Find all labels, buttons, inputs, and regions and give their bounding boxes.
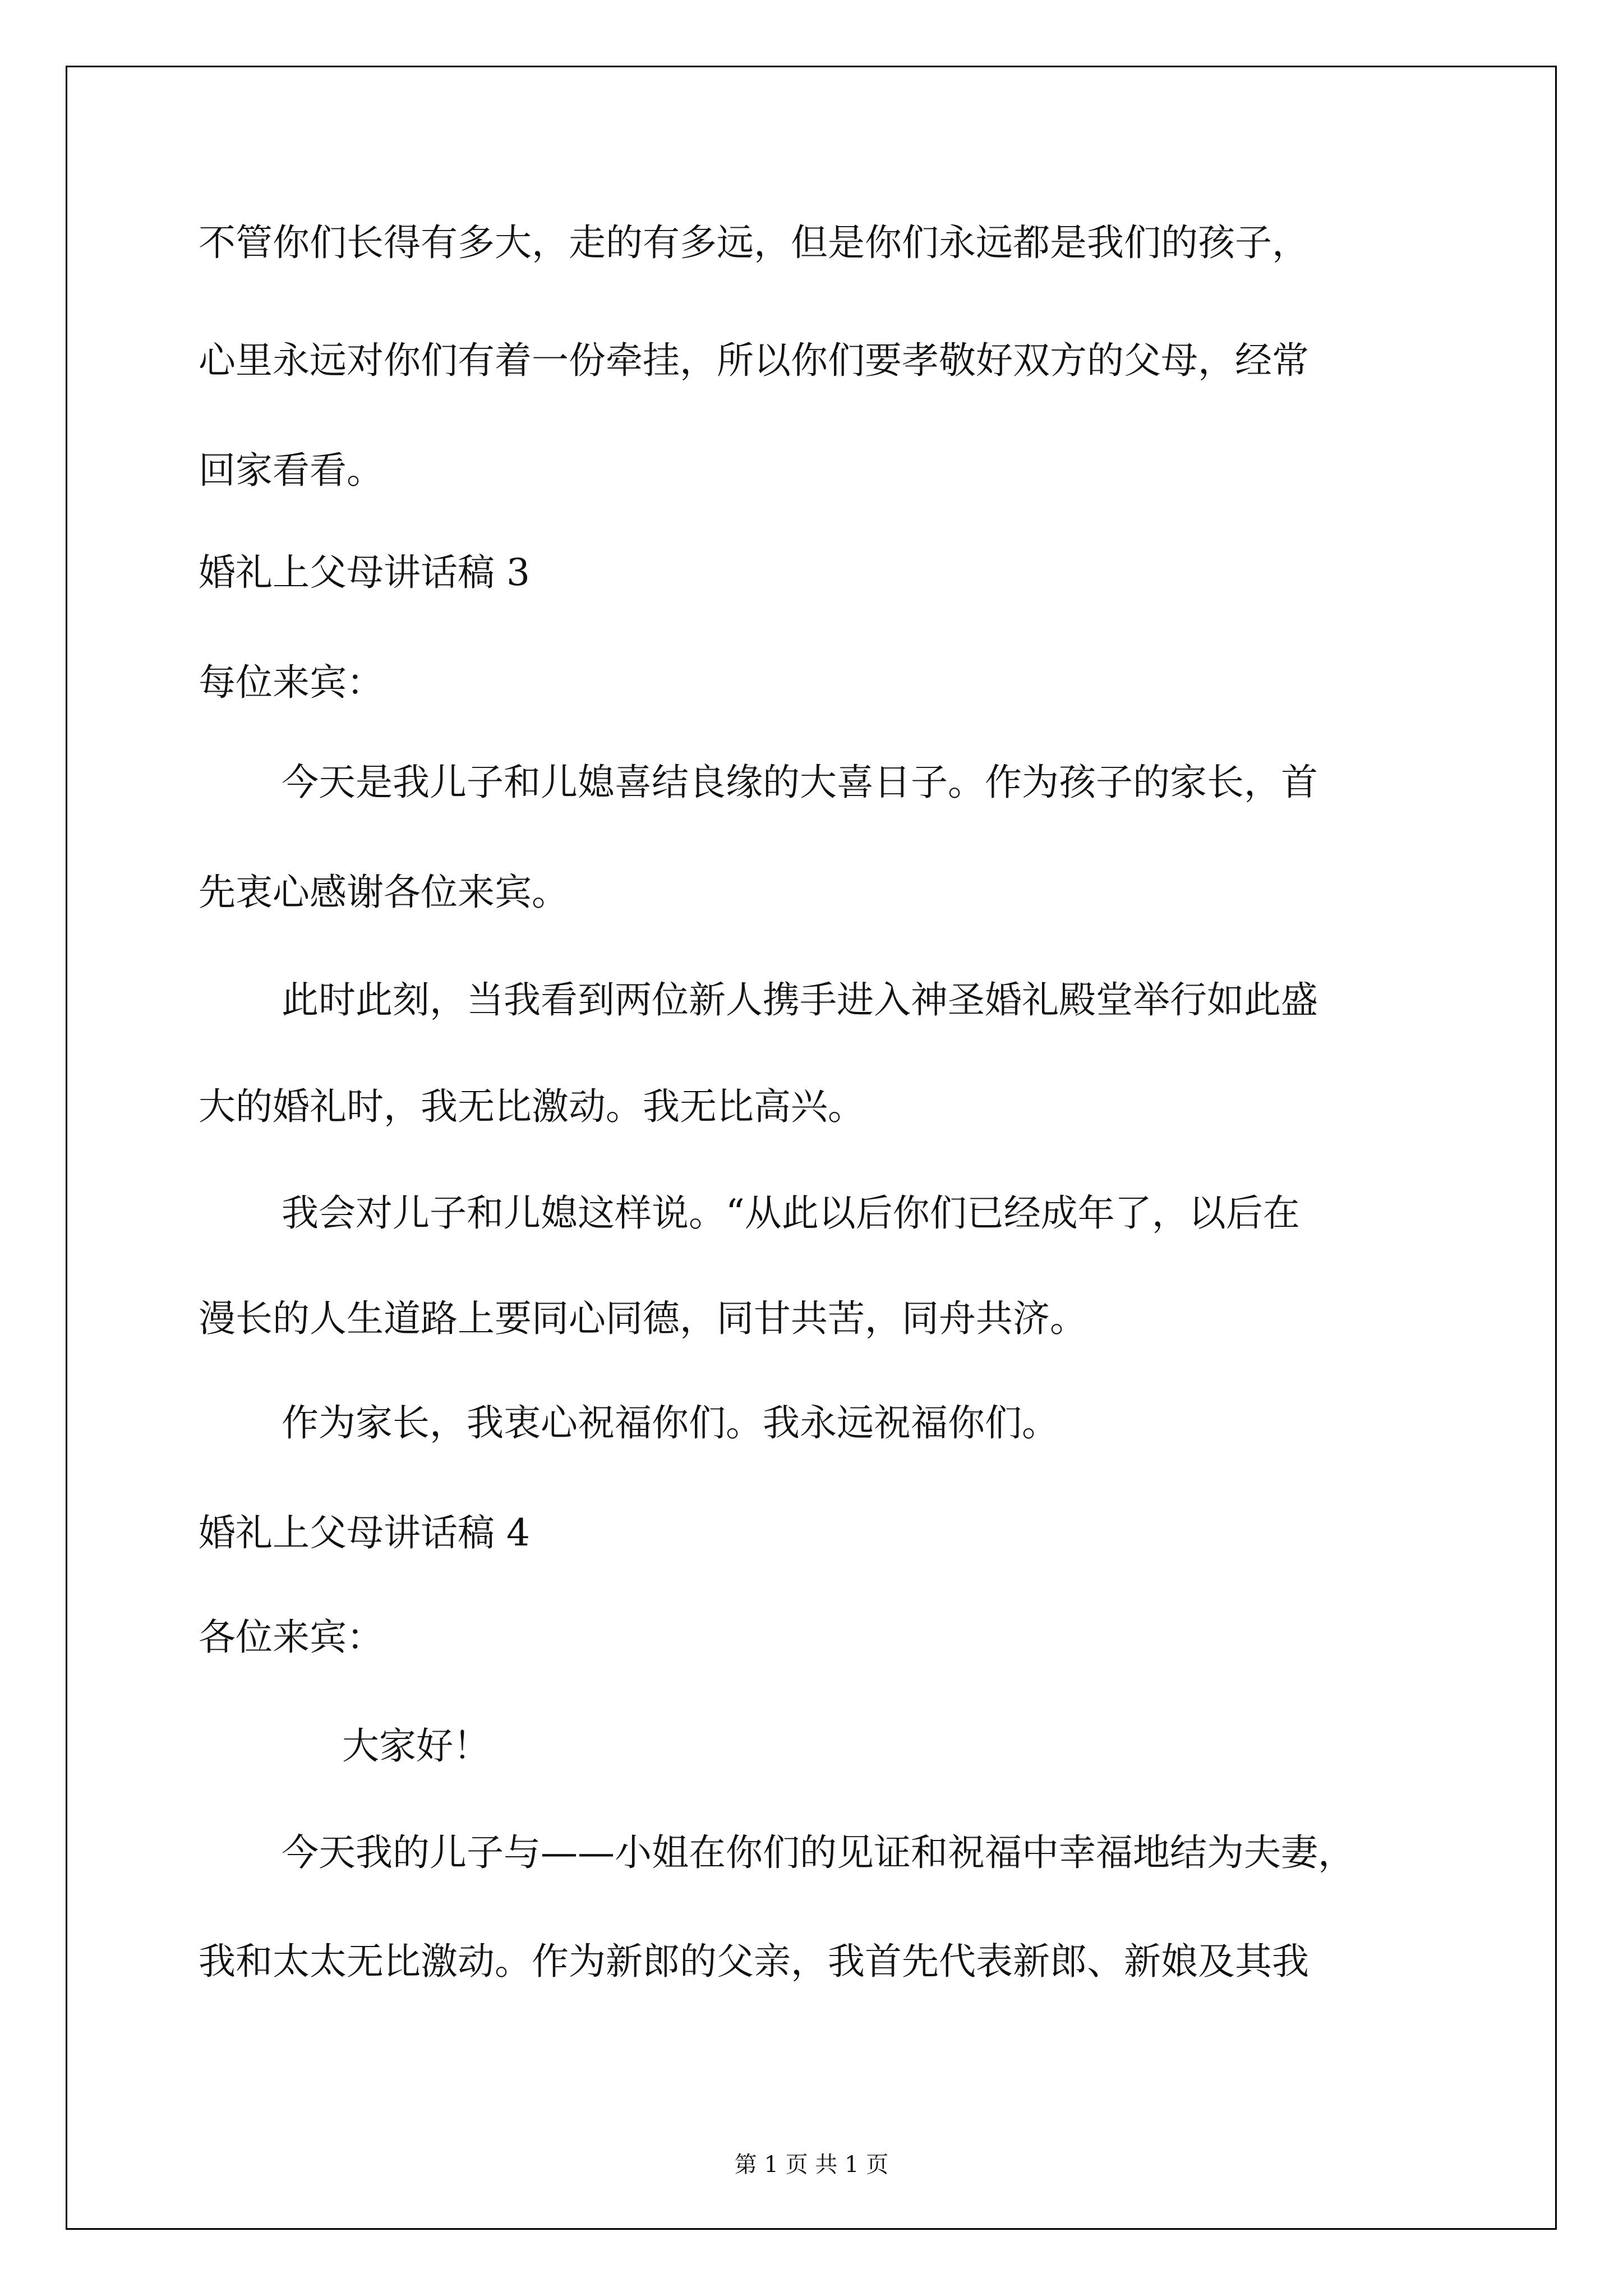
body-text-line: 先衷心感谢各位来宾。 (199, 871, 569, 914)
body-text-line: 我和太太无比激动。作为新郎的父亲，我首先代表新郎、新娘及其我 (199, 1940, 1309, 1983)
body-text-line: 回家看看。 (199, 449, 384, 492)
body-text-line: 我会对儿子和儿媳这样说。“从此以后你们已经成年了，以后在 (282, 1191, 1300, 1235)
body-text-line: 今天是我儿子和儿媳喜结良缘的大喜日子。作为孩子的家长，首 (282, 761, 1318, 804)
page-border (66, 66, 1557, 2230)
salutation: 每位来宾： (199, 661, 384, 704)
section-heading: 婚礼上父母讲话稿 3 (199, 551, 530, 594)
salutation: 各位来宾： (199, 1616, 384, 1659)
body-text-line: 今天我的儿子与——小姐在你们的见证和祝福中幸福地结为夫妻， (282, 1831, 1355, 1874)
body-text-line: 大的婚礼时，我无比激动。我无比高兴。 (199, 1085, 865, 1128)
body-text-line: 此时此刻，当我看到两位新人携手进入神圣婚礼殿堂举行如此盛 (282, 978, 1318, 1022)
body-text-line: 漫长的人生道路上要同心同德，同甘共苦，同舟共济。 (199, 1297, 1087, 1340)
section-heading: 婚礼上父母讲话稿 4 (199, 1511, 530, 1554)
body-text-line: 心里永远对你们有着一份牵挂，所以你们要孝敬好双方的父母，经常 (199, 339, 1309, 382)
body-text-line: 不管你们长得有多大，走的有多远，但是你们永远都是我们的孩子， (199, 221, 1309, 264)
page-number-footer: 第 1 页 共 1 页 (734, 2152, 889, 2178)
body-text-line: 作为家长，我衷心祝福你们。我永远祝福你们。 (282, 1401, 1059, 1444)
greeting: 大家好！ (342, 1724, 490, 1768)
